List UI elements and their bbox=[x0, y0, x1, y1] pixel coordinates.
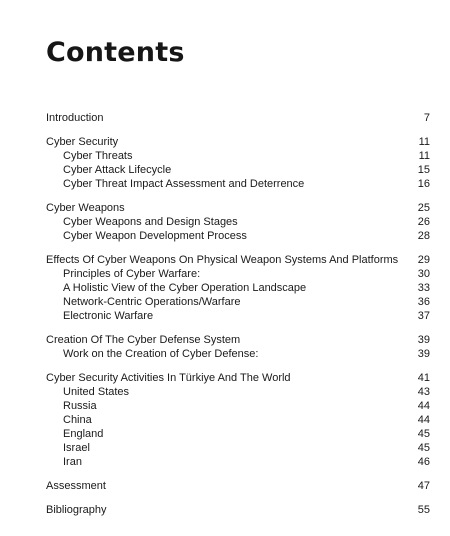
toc-subentry-title: Cyber Threat Impact Assessment and Deterrence bbox=[63, 178, 305, 190]
toc-subentry-title: China bbox=[63, 414, 92, 426]
toc-subentry-title: Principles of Cyber Warfare: bbox=[63, 268, 201, 280]
toc-entry-title: Creation Of The Cyber Defense System bbox=[46, 334, 241, 346]
toc-entry-page-number: 41 bbox=[417, 372, 430, 384]
toc-entry-title: Cyber Weapons bbox=[46, 202, 125, 214]
toc-section bbox=[46, 253, 430, 323]
toc-subentry[interactable] bbox=[46, 455, 430, 469]
toc-subentry[interactable] bbox=[46, 229, 430, 243]
toc-subentry-page-number: 15 bbox=[417, 164, 430, 176]
toc-subentry[interactable] bbox=[46, 441, 430, 455]
toc-subentry-page-number: 28 bbox=[417, 230, 430, 242]
toc-entry-page-number: 39 bbox=[417, 334, 430, 346]
toc-entry[interactable] bbox=[46, 201, 430, 215]
table-of-contents bbox=[46, 111, 430, 527]
toc-entry[interactable] bbox=[46, 479, 430, 493]
toc-subentry[interactable] bbox=[46, 177, 430, 191]
toc-section bbox=[46, 135, 430, 191]
toc-entry-page-number: 29 bbox=[417, 254, 430, 266]
toc-entry[interactable] bbox=[46, 135, 430, 149]
toc-subentry-title: Cyber Weapons and Design Stages bbox=[63, 216, 238, 228]
toc-subentry-page-number: 44 bbox=[417, 400, 430, 412]
toc-subentry-page-number: 45 bbox=[417, 428, 430, 440]
toc-subentry-page-number: 45 bbox=[417, 442, 430, 454]
toc-subentry-title: Electronic Warfare bbox=[63, 310, 154, 322]
toc-subentry[interactable] bbox=[46, 295, 430, 309]
toc-entry[interactable] bbox=[46, 253, 430, 267]
toc-entry[interactable] bbox=[46, 503, 430, 517]
toc-entry[interactable] bbox=[46, 371, 430, 385]
toc-subentry-title: Work on the Creation of Cyber Defense: bbox=[63, 348, 259, 360]
toc-subentry-page-number: 36 bbox=[417, 296, 430, 308]
toc-subentry-title: Russia bbox=[63, 400, 97, 412]
toc-subentry-page-number: 16 bbox=[417, 178, 430, 190]
toc-subentry-page-number: 39 bbox=[417, 348, 430, 360]
toc-subentry-page-number: 44 bbox=[417, 414, 430, 426]
toc-subentry[interactable] bbox=[46, 149, 430, 163]
toc-entry-title: Assessment bbox=[46, 480, 106, 492]
toc-subentry-title: Cyber Threats bbox=[63, 150, 133, 162]
toc-section bbox=[46, 371, 430, 469]
toc-subentry-page-number: 26 bbox=[417, 216, 430, 228]
toc-entry-title: Effects Of Cyber Weapons On Physical Weapon Systems And Platforms bbox=[46, 254, 399, 266]
toc-entry-page-number: 55 bbox=[417, 504, 430, 516]
toc-entry-page-number: 25 bbox=[417, 202, 430, 214]
toc-section bbox=[46, 201, 430, 243]
toc-subentry-title: Cyber Weapon Development Process bbox=[63, 230, 247, 242]
toc-subentry-page-number: 11 bbox=[418, 150, 430, 162]
toc-subentry[interactable] bbox=[46, 309, 430, 323]
toc-subentry-title: England bbox=[63, 428, 104, 440]
toc-entry-page-number: 7 bbox=[423, 112, 430, 124]
toc-entry[interactable] bbox=[46, 111, 430, 125]
toc-subentry[interactable] bbox=[46, 385, 430, 399]
toc-subentry[interactable] bbox=[46, 347, 430, 361]
page-title: Contents bbox=[46, 37, 185, 68]
toc-entry-page-number: 11 bbox=[418, 136, 430, 148]
toc-subentry-page-number: 43 bbox=[417, 386, 430, 398]
toc-subentry-page-number: 46 bbox=[417, 456, 430, 468]
toc-subentry[interactable] bbox=[46, 215, 430, 229]
toc-entry-title: Cyber Security bbox=[46, 136, 119, 148]
toc-entry-title: Bibliography bbox=[46, 504, 107, 516]
toc-subentry-title: United States bbox=[63, 386, 130, 398]
toc-section bbox=[46, 333, 430, 361]
toc-subentry-title: Cyber Attack Lifecycle bbox=[63, 164, 172, 176]
toc-entry-title: Introduction bbox=[46, 112, 104, 124]
toc-subentry[interactable] bbox=[46, 413, 430, 427]
toc-section bbox=[46, 503, 430, 517]
toc-subentry[interactable] bbox=[46, 267, 430, 281]
toc-subentry-page-number: 33 bbox=[417, 282, 430, 294]
toc-subentry-page-number: 37 bbox=[417, 310, 430, 322]
toc-subentry[interactable] bbox=[46, 399, 430, 413]
toc-subentry-title: A Holistic View of the Cyber Operation Landscape bbox=[63, 282, 307, 294]
toc-subentry[interactable] bbox=[46, 163, 430, 177]
toc-section bbox=[46, 479, 430, 493]
toc-entry[interactable] bbox=[46, 333, 430, 347]
toc-entry-title: Cyber Security Activities In Türkiye And The World bbox=[46, 372, 291, 384]
toc-subentry-title: Iran bbox=[63, 456, 82, 468]
toc-subentry[interactable] bbox=[46, 281, 430, 295]
toc-subentry-page-number: 30 bbox=[417, 268, 430, 280]
toc-entry-page-number: 47 bbox=[417, 480, 430, 492]
toc-section bbox=[46, 111, 430, 125]
toc-subentry-title: Network-Centric Operations/Warfare bbox=[63, 296, 241, 308]
toc-subentry-title: Israel bbox=[63, 442, 90, 454]
toc-subentry[interactable] bbox=[46, 427, 430, 441]
